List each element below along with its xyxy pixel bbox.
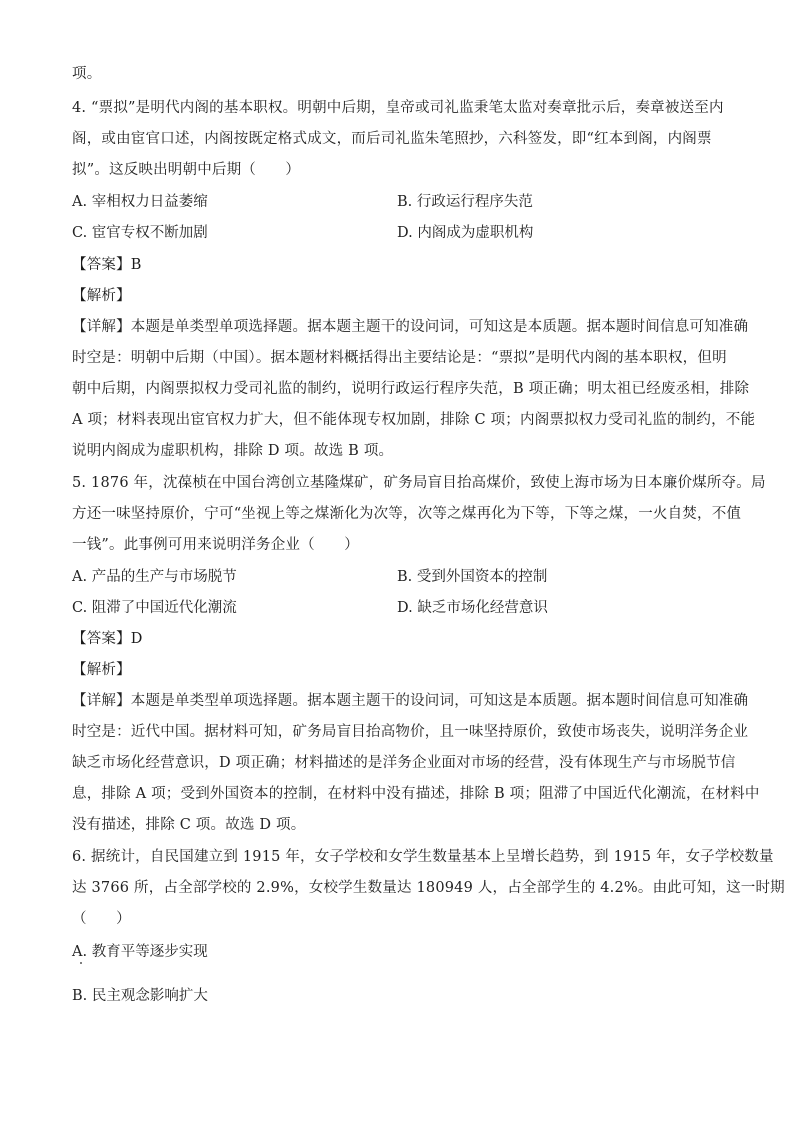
question-6-option-a: A. 教育平等逐步实现 <box>72 944 208 960</box>
question-5-explanation: 时空是：近代中国。据材料可知，矿务局盲目抬高物价，且一味坚持原价，致使市场丧失，说明洋务企业 <box>72 724 749 740</box>
text-line: 项。 <box>72 66 102 82</box>
question-6-stem: 6. 据统计，自民国建立到 1915 年，女子学校和女学生数量基本上呈增长趋势，到 1915 年，女子学校数量 <box>72 849 774 865</box>
question-6-stem: 达 3766 所，占全部学校的 2.9%，女校学生数量达 180949 人，占全部学生的 4.2%。由此可知，这一时期 <box>72 880 785 896</box>
question-5-option-b: B. 受到外国资本的控制 <box>397 569 548 585</box>
question-4-stem: 拟”。这反映出明朝中后期（ ） <box>72 162 301 178</box>
question-5-explanation: 息，排除 A 项；受到外国资本的控制，在材料中没有描述，排除 B 项；阻滞了中国近代化潮流，在材料中 <box>72 786 760 802</box>
question-6-stem: （ ） <box>72 911 131 927</box>
question-5-option-c: C. 阻滞了中国近代化潮流 <box>72 600 237 616</box>
question-4-explanation: 时空是：明朝中后期（中国）。据本题材料概括得出主要结论是：“票拟”是明代内阁的基本职权，但明 <box>72 350 727 366</box>
stray-dot <box>80 962 82 964</box>
question-5-explanation: 【详解】本题是单类型单项选择题。据本题主题干的设问词，可知这是本质题。据本题时间信息可知准确 <box>72 693 749 709</box>
question-5-stem: 一钱”。此事例可用来说明洋务企业（ ） <box>72 537 359 553</box>
question-4-analysis-heading: 【解析】 <box>72 288 131 304</box>
question-5-analysis-heading: 【解析】 <box>72 662 131 678</box>
question-4-option-b: B. 行政运行程序失范 <box>397 194 533 210</box>
question-5-stem: 方还一味坚持原价，宁可“坐视上等之煤渐化为次等，次等之煤再化为下等，下等之煤，一火自焚，不值 <box>72 506 742 522</box>
question-5-answer: 【答案】D <box>72 631 143 647</box>
question-4-explanation: 朝中后期，内阁票拟权力受司礼监的制约，说明行政运行程序失范，B 项正确；明太祖已经废丞相，排除 <box>72 381 750 397</box>
question-4-explanation: 【详解】本题是单类型单项选择题。据本题主题干的设问词，可知这是本质题。据本题时间信息可知准确 <box>72 319 749 335</box>
question-5-option-d: D. 缺乏市场化经营意识 <box>397 600 548 616</box>
question-4-explanation: A 项；材料表现出宦官权力扩大，但不能体现专权加剧，排除 C 项；内阁票拟权力受司礼监的制约，不能 <box>72 412 756 428</box>
question-5-stem: 5. 1876 年，沈葆桢在中国台湾创立基隆煤矿，矿务局盲目抬高煤价，致使上海市场为日本廉价煤所夺。局 <box>72 475 766 491</box>
question-4-option-a: A. 宰相权力日益萎缩 <box>72 194 208 210</box>
question-6-option-b: B. 民主观念影响扩大 <box>72 988 208 1004</box>
question-4-stem: 4. “票拟”是明代内阁的基本职权。明朝中后期，皇帝或司礼监秉笔太监对奏章批示后，奏章被送至内 <box>72 100 724 116</box>
question-5-explanation: 没有描述，排除 C 项。故选 D 项。 <box>72 817 306 833</box>
question-4-option-d: D. 内阁成为虚职机构 <box>397 225 534 241</box>
question-4-option-c: C. 宦官专权不断加剧 <box>72 225 208 241</box>
question-5-explanation: 缺乏市场化经营意识，D 项正确；材料描述的是洋务企业面对市场的经营，没有体现生产与市场脱节信 <box>72 755 736 771</box>
question-5-option-a: A. 产品的生产与市场脱节 <box>72 569 237 585</box>
question-4-stem: 阁，或由宦官口述，内阁按既定格式成文，而后司礼监朱笔照抄，六科签发，即“红本到阁，内阁票 <box>72 131 712 147</box>
question-4-answer: 【答案】B <box>72 257 142 273</box>
question-4-explanation: 说明内阁成为虚职机构，排除 D 项。故选 B 项。 <box>72 443 394 459</box>
